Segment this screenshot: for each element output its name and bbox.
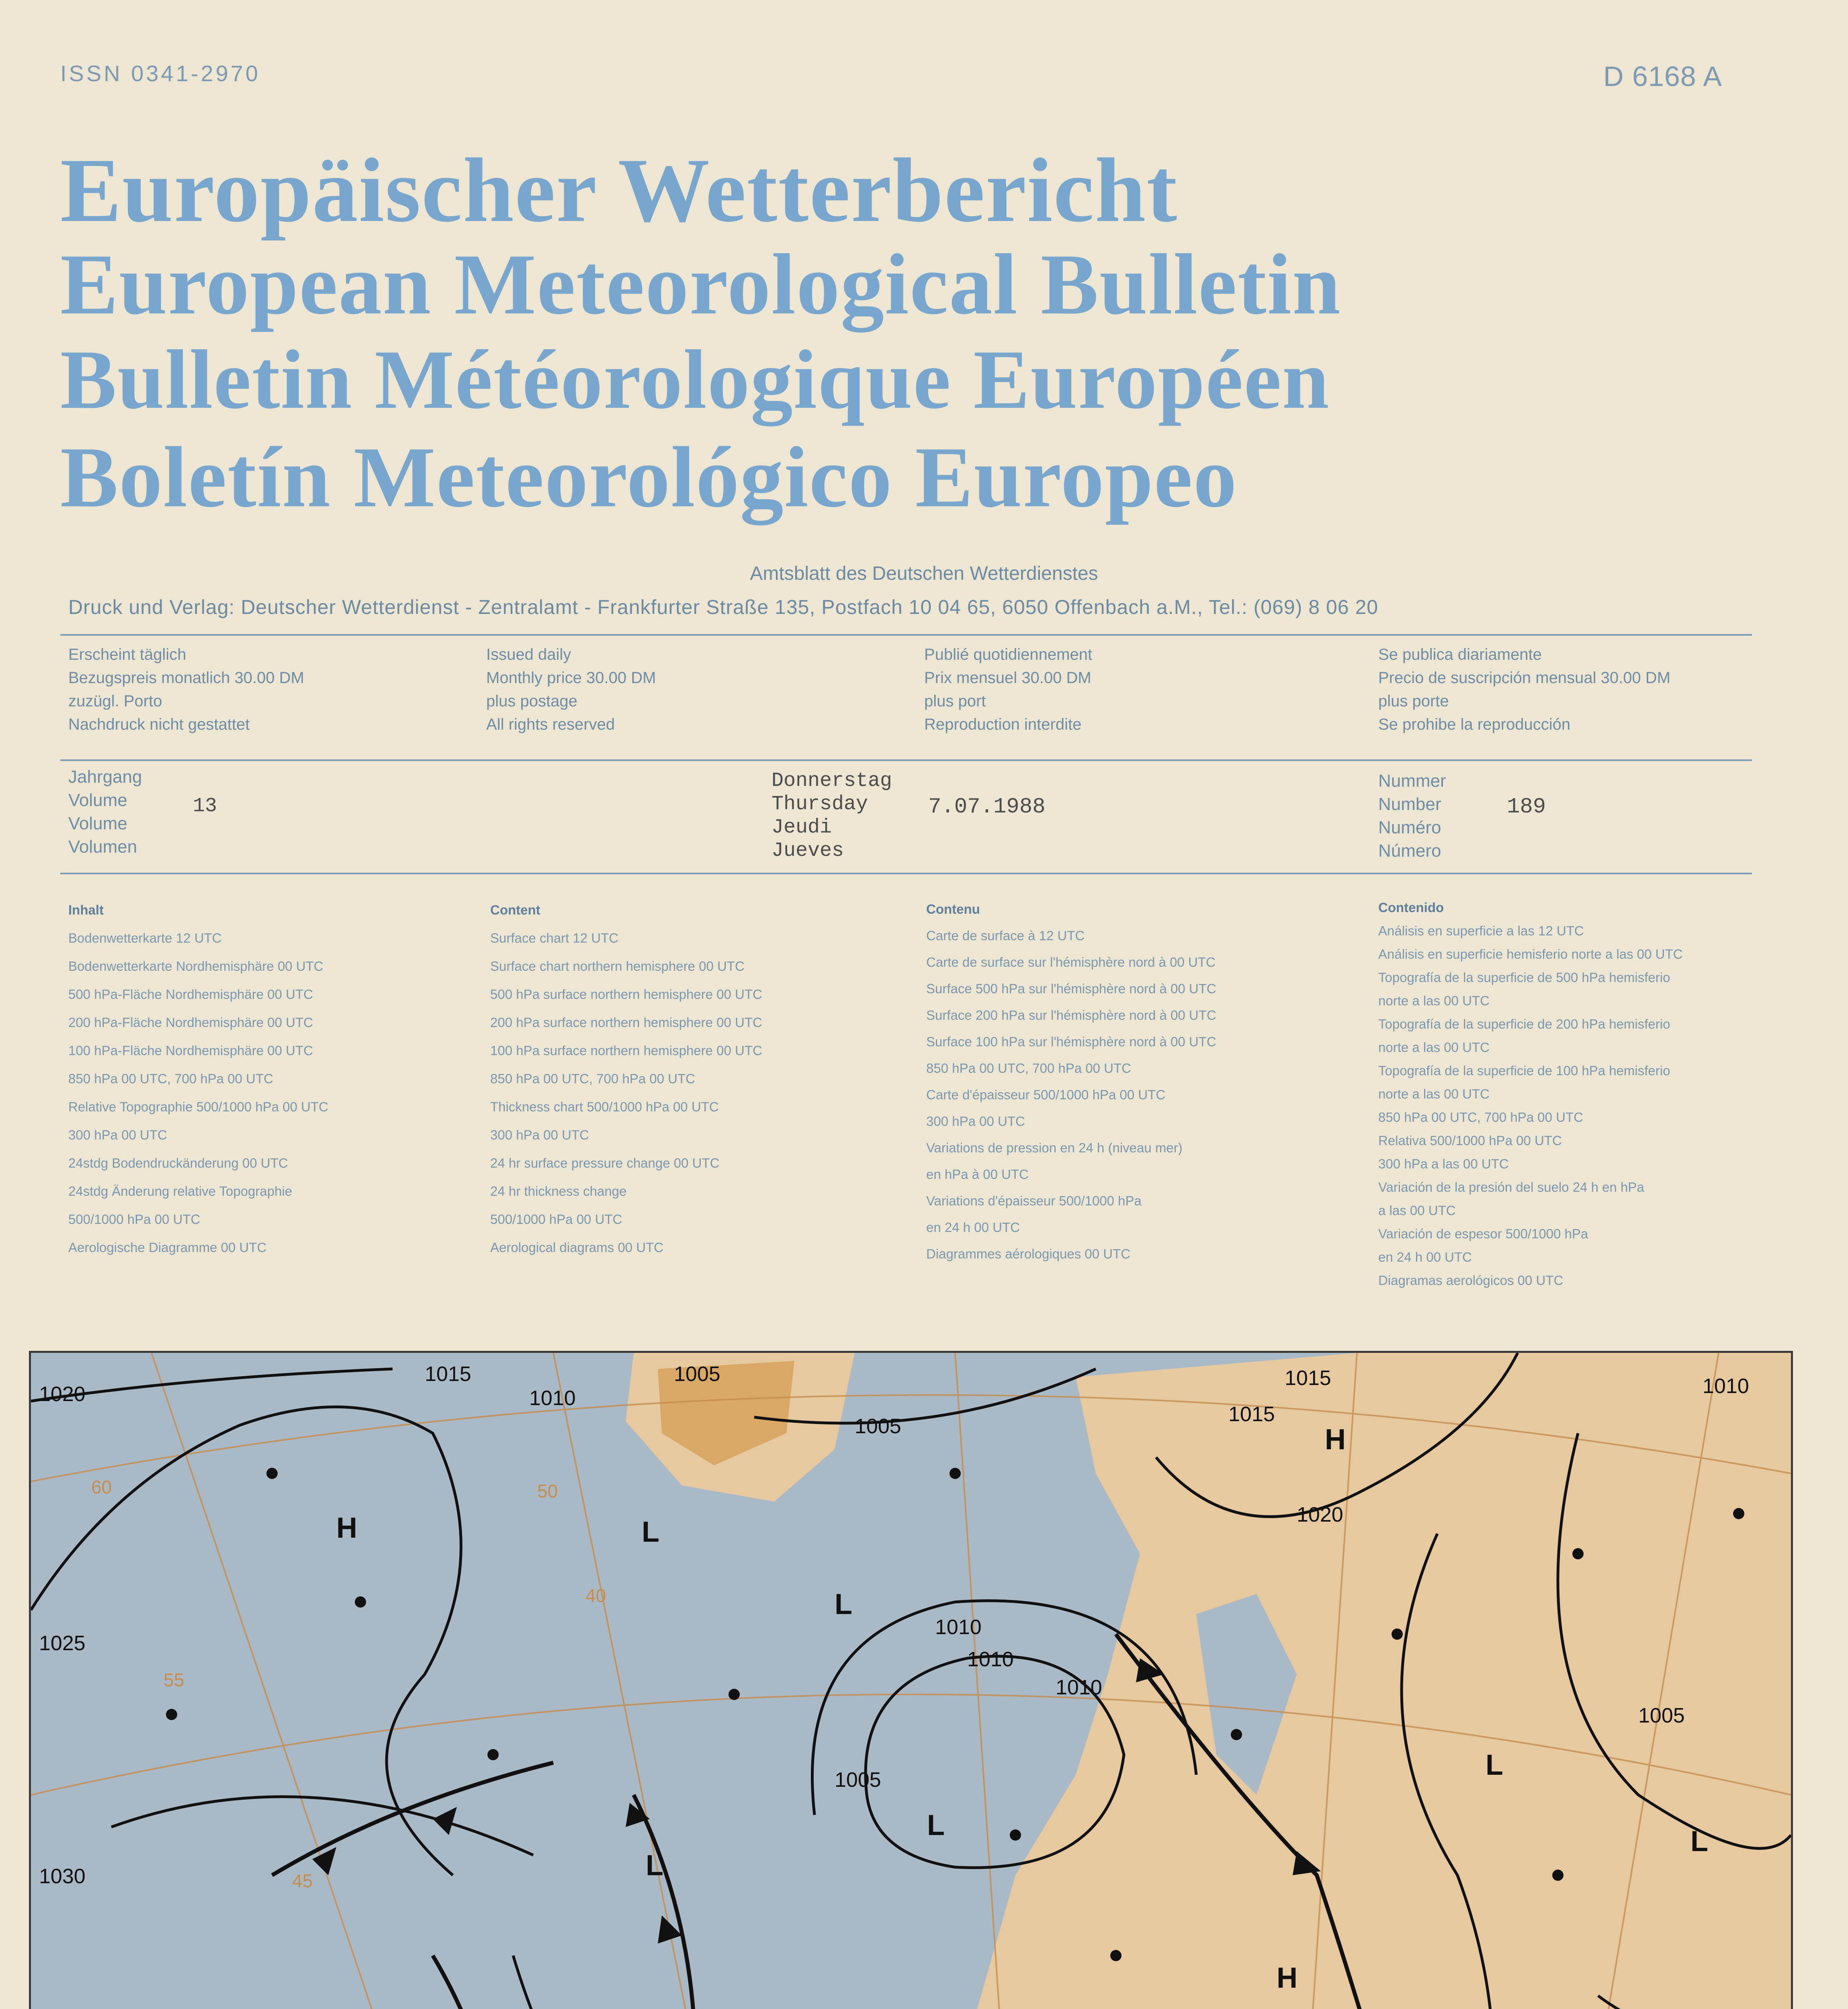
volume-labels: Jahrgang Volume Volume Volumen xyxy=(68,767,142,857)
contents-item: Relative Topographie 500/1000 hPa 00 UTC xyxy=(68,1099,328,1114)
info-line: Prix mensuel 30.00 DM xyxy=(924,669,1091,687)
contents-item: Relativa 500/1000 hPa 00 UTC xyxy=(1378,1133,1562,1148)
contents-item: 500/1000 hPa 00 UTC xyxy=(68,1212,201,1227)
info-line: Erscheint täglich xyxy=(68,646,186,663)
contents-item: en 24 h 00 UTC xyxy=(1378,1250,1472,1264)
contents-item: Carte de surface sur l'hémisphère nord à 00 UTC xyxy=(926,955,1216,970)
contents-item: 300 hPa a las 00 UTC xyxy=(1378,1156,1509,1171)
contents-item: 850 hPa 00 UTC, 700 hPa 00 UTC xyxy=(490,1071,695,1086)
isobar-label: 1010 xyxy=(529,1387,576,1410)
low-pressure-label: L xyxy=(835,1588,852,1620)
contents-spanish xyxy=(1378,896,1683,1292)
contents-item: en 24 h 00 UTC xyxy=(926,1220,1020,1235)
contents-item: Diagrammes aérologiques 00 UTC xyxy=(926,1246,1131,1261)
contents-item: 24 hr thickness change xyxy=(490,1184,627,1199)
contents-item: 24 hr surface pressure change 00 UTC xyxy=(490,1156,720,1170)
contents-item: 100 hPa surface northern hemisphere 00 UTC xyxy=(490,1043,762,1058)
contents-item: Variations d'épaisseur 500/1000 hPa xyxy=(926,1193,1142,1208)
info-line: Nachdruck nicht gestattet xyxy=(68,716,250,733)
surface-weather-map xyxy=(29,1351,1793,2009)
info-line: Se publica diariamente xyxy=(1378,646,1542,663)
contents-item: 850 hPa 00 UTC, 700 hPa 00 UTC xyxy=(1378,1110,1583,1125)
info-spanish xyxy=(1378,643,1670,736)
contents-item: 300 hPa 00 UTC xyxy=(490,1127,589,1142)
info-line: plus port xyxy=(924,692,986,710)
number-labels: Nummer Number Numéro Número xyxy=(1378,771,1446,861)
high-pressure-label: H xyxy=(336,1512,357,1544)
contents-item: 200 hPa-Fläche Nordhemisphäre 00 UTC xyxy=(68,1015,313,1030)
subtitle: Amtsblatt des Deutschen Wetterdienstes xyxy=(750,563,1098,584)
contents-item: Carte d'épaisseur 500/1000 hPa 00 UTC xyxy=(926,1087,1166,1102)
contents-item: Variación de la presión del suelo 24 h en hPa xyxy=(1378,1180,1644,1195)
isobar-label: 1005 xyxy=(674,1363,720,1386)
isobar-label: 1010 xyxy=(1703,1375,1749,1398)
isobar-label: 1015 xyxy=(1285,1367,1331,1390)
isobar-label: 1020 xyxy=(1297,1503,1343,1526)
info-line: zuzügl. Porto xyxy=(68,692,162,710)
contents-item: en hPa à 00 UTC xyxy=(926,1167,1029,1182)
weather-map-drawing xyxy=(31,1353,1791,2009)
isobar-label: 1005 xyxy=(835,1768,881,1792)
contents-item: 200 hPa surface northern hemisphere 00 UTC xyxy=(490,1015,762,1030)
issn-number: ISSN 0341-2970 xyxy=(60,61,261,86)
latitude-label: 45 xyxy=(292,1870,313,1891)
info-line: Se prohibe la reproducción xyxy=(1378,716,1571,733)
contents-item: a las 00 UTC xyxy=(1378,1203,1456,1218)
contents-heading: Inhalt xyxy=(68,902,104,917)
contents-item: 100 hPa-Fläche Nordhemisphäre 00 UTC xyxy=(68,1043,313,1058)
contents-item: Surface 100 hPa sur l'hémisphère nord à 00 UTC xyxy=(926,1034,1216,1049)
contents-item: Diagramas aerológicos 00 UTC xyxy=(1378,1273,1564,1288)
contents-item: Surface 200 hPa sur l'hémisphère nord à 00 UTC xyxy=(926,1008,1216,1023)
info-german xyxy=(68,643,304,736)
info-french xyxy=(924,643,1092,736)
info-line: Monthly price 30.00 DM xyxy=(486,669,656,687)
low-pressure-label: L xyxy=(927,1809,945,1841)
contents-item: Bodenwetterkarte 12 UTC xyxy=(68,931,222,945)
high-pressure-label: H xyxy=(1277,1962,1297,1994)
contents-item: Variations de pression en 24 h (niveau mer) xyxy=(926,1140,1183,1155)
contents-item: Topografía de la superficie de 100 hPa hemisferio xyxy=(1378,1063,1670,1078)
divider xyxy=(60,873,1752,874)
low-pressure-label: L xyxy=(642,1516,659,1548)
low-pressure-label: L xyxy=(1690,1825,1708,1858)
low-pressure-label: L xyxy=(646,1849,663,1882)
contents-item: 500/1000 hPa 00 UTC xyxy=(490,1212,622,1227)
contents-item: norte a las 00 UTC xyxy=(1378,993,1490,1008)
low-pressure-label: L xyxy=(1486,1749,1503,1781)
isobar-label: 1025 xyxy=(39,1632,86,1655)
contents-item: Topografía de la superficie de 200 hPa hemisferio xyxy=(1378,1017,1670,1031)
info-english xyxy=(486,643,656,736)
isobar-label: 1030 xyxy=(39,1865,86,1888)
contents-heading: Content xyxy=(490,902,540,917)
contents-item: 300 hPa 00 UTC xyxy=(926,1114,1025,1129)
contents-item: Surface chart 12 UTC xyxy=(490,931,619,945)
info-line: plus postage xyxy=(486,692,577,710)
document-code: D 6168 A xyxy=(1603,61,1722,92)
contents-item: Bodenwetterkarte Nordhemisphäre 00 UTC xyxy=(68,959,323,974)
contents-item: 850 hPa 00 UTC, 700 hPa 00 UTC xyxy=(926,1061,1131,1076)
contents-item: Análisis en superficie a las 12 UTC xyxy=(1378,923,1584,938)
title-spanish: Boletín Meteorológico Europeo xyxy=(60,429,1238,525)
divider xyxy=(60,634,1752,636)
contents-item: Topografía de la superficie de 500 hPa hemisferio xyxy=(1378,970,1670,985)
contents-item: 500 hPa-Fläche Nordhemisphäre 00 UTC xyxy=(68,987,313,1002)
latitude-label: 60 xyxy=(91,1477,112,1498)
title-french: Bulletin Météorologique Européen xyxy=(60,333,1330,426)
isobar-label: 1010 xyxy=(935,1616,982,1639)
contents-item: Análisis en superficie hemisferio norte a las 00 UTC xyxy=(1378,947,1683,962)
contents-item: 850 hPa 00 UTC, 700 hPa 00 UTC xyxy=(68,1071,273,1086)
info-line: Reproduction interdite xyxy=(924,716,1082,733)
contents-heading: Contenu xyxy=(926,902,980,917)
contents-english xyxy=(490,896,762,1262)
info-line: Issued daily xyxy=(486,646,571,663)
info-line: Bezugspreis monatlich 30.00 DM xyxy=(68,669,304,687)
volume-number: 13 xyxy=(193,795,217,818)
contents-item: norte a las 00 UTC xyxy=(1378,1040,1490,1055)
contents-item: 500 hPa surface northern hemisphere 00 UTC xyxy=(490,987,762,1002)
contents-german xyxy=(68,896,328,1262)
contents-item: Thickness chart 500/1000 hPa 00 UTC xyxy=(490,1099,719,1114)
isobar-label: 1015 xyxy=(425,1363,471,1386)
info-line: Precio de suscripción mensual 30.00 DM xyxy=(1378,669,1671,687)
issue-number: 189 xyxy=(1507,795,1546,819)
isobar-label: 1005 xyxy=(1638,1704,1685,1727)
isobar-label: 1010 xyxy=(1056,1676,1102,1699)
title-english: European Meteorological Bulletin xyxy=(60,236,1341,332)
isobar-label: 1005 xyxy=(855,1415,901,1438)
latitude-label: 50 xyxy=(537,1481,558,1502)
contents-item: 300 hPa 00 UTC xyxy=(68,1127,167,1142)
info-line: plus porte xyxy=(1378,692,1449,710)
contents-item: Carte de surface à 12 UTC xyxy=(926,928,1085,943)
high-pressure-label: H xyxy=(1325,1424,1346,1456)
info-line: Publié quotidiennement xyxy=(924,646,1093,663)
isobar-label: 1015 xyxy=(1228,1403,1275,1426)
contents-item: Surface chart northern hemisphere 00 UTC xyxy=(490,959,745,974)
contents-heading: Contenido xyxy=(1378,900,1444,915)
divider xyxy=(60,759,1752,761)
contents-item: 24stdg Änderung relative Topographie xyxy=(68,1184,293,1199)
isobar-label: 1010 xyxy=(967,1648,1014,1671)
issue-date: 7.07.1988 xyxy=(928,795,1046,819)
contents-item: norte a las 00 UTC xyxy=(1378,1086,1490,1101)
weekday-labels: Donnerstag Thursday Jeudi Jueves xyxy=(772,769,892,862)
contents-french xyxy=(926,896,1216,1267)
contents-item: Aerological diagrams 00 UTC xyxy=(490,1240,664,1255)
publisher-line: Druck und Verlag: Deutscher Wetterdienst - Zentralamt - Frankfurter Straße 135, Postfach 10 04 65, 6050 Offenbach a.M., Tel.: (069) 8 06 20 xyxy=(68,596,1379,618)
latitude-label: 40 xyxy=(585,1585,606,1606)
contents-item: Surface 500 hPa sur l'hémisphère nord à 00 UTC xyxy=(926,981,1216,996)
contents-item: 24stdg Bodendruckänderung 00 UTC xyxy=(68,1156,288,1170)
title-german: Europäischer Wetterbericht xyxy=(60,140,1178,241)
latitude-label: 55 xyxy=(164,1669,184,1690)
contents-item: Aerologische Diagramme 00 UTC xyxy=(68,1240,267,1255)
contents-item: Variación de espesor 500/1000 hPa xyxy=(1378,1226,1588,1241)
info-line: All rights reserved xyxy=(486,716,615,733)
isobar-label: 1020 xyxy=(39,1383,86,1406)
